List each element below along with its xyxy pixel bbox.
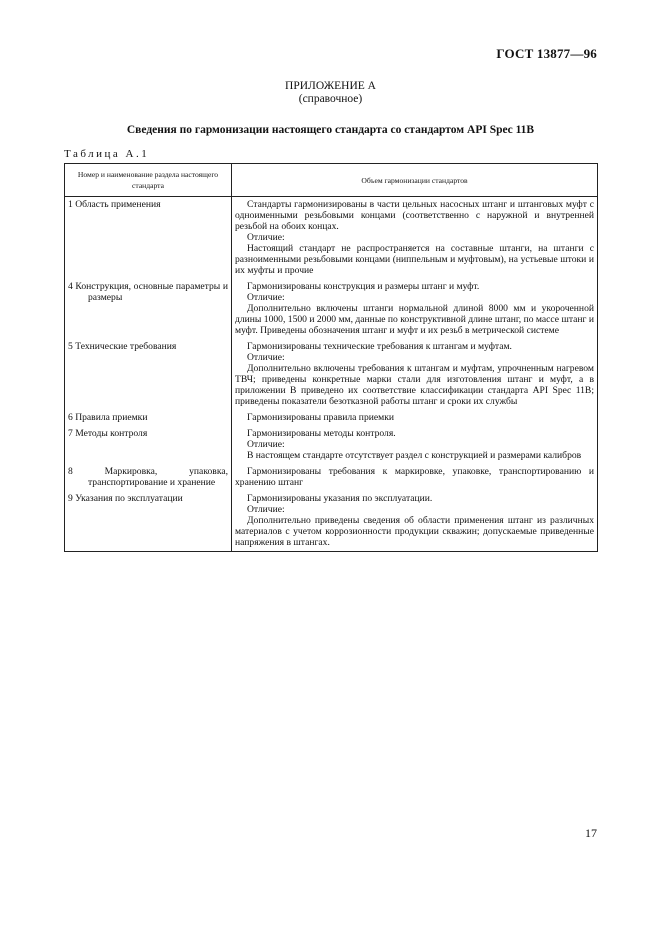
table-header-row <box>65 164 598 197</box>
section-cell <box>65 410 232 426</box>
difference-label: Отличие: <box>247 504 285 515</box>
difference-label: Отличие: <box>247 352 285 363</box>
scope-cell <box>232 197 598 280</box>
section-cell <box>65 426 232 464</box>
difference-label: Отличие: <box>247 232 285 243</box>
section-name: 7 Методы контроля <box>68 428 148 439</box>
scope-paragraph: Гармонизированы правила приемки <box>247 412 394 423</box>
scope-cell <box>232 491 598 552</box>
section-name: 9 Указания по эксплуатации <box>68 493 183 504</box>
scope-paragraph: Гармонизированы указания по эксплуатации. <box>247 493 433 504</box>
section-name: 8 Маркировка, упаковка, транспортирование и хранение <box>68 466 228 488</box>
column-header-section: Номер и наименование раздела настоящего стандарта <box>65 164 232 197</box>
harmonization-title: Сведения по гармонизации настоящего стандарта со стандартом API Spec 11B <box>126 124 535 136</box>
scope-cell <box>232 410 598 426</box>
table-row <box>65 410 598 426</box>
scope-paragraph: В настоящем стандарте отсутствует раздел с конструкцией и размерами калибров <box>247 450 582 461</box>
scope-paragraph: Гармонизированы конструкция и размеры штанг и муфт. <box>247 281 480 292</box>
appendix-note: (справочное) <box>298 93 363 105</box>
scope-paragraph: Гармонизированы методы контроля. <box>247 428 396 439</box>
scope-paragraph: Гармонизированы требования к маркировке, упаковке, транспортированию и хранению штанг <box>235 466 594 488</box>
table-row <box>65 426 598 464</box>
table-label: Таблица А.1 <box>64 148 150 160</box>
page-number: 17 <box>585 826 597 840</box>
appendix-heading <box>0 80 661 106</box>
section-name: 5 Технические требования <box>68 341 177 352</box>
section-cell <box>65 491 232 552</box>
document-code: ГОСТ 13877—96 <box>496 46 597 61</box>
difference-label: Отличие: <box>247 439 285 450</box>
section-cell <box>65 464 232 491</box>
section-cell <box>65 339 232 410</box>
scope-paragraph: Дополнительно включены требования к штангам и муфтам, упрочненным нагревом ТВЧ; приведены конкретные марки стали для изготовления штанг и муфт, а в приложении В приведено их соответствие классификации стандарта API Spec 11B; приведены показатели безотказной работы штанг и сроки их службы <box>235 363 594 407</box>
scope-cell <box>232 339 598 410</box>
scope-paragraph: Настоящий стандарт не распространяется на составные штанги, на штанги с разноименными резьбовыми концами (ниппельным и муфтовым), на устьевые штоки и их муфты и прочие <box>235 243 594 276</box>
table-row <box>65 339 598 410</box>
scope-paragraph: Стандарты гармонизированы в части цельных насосных штанг и штанговых муфт с одноименными резьбовыми концами (соответственно с наружной и внутренней резьбой на обоих концах. <box>235 199 594 232</box>
scope-cell <box>232 464 598 491</box>
table-row <box>65 279 598 339</box>
appendix-title: ПРИЛОЖЕНИЕ А <box>285 80 376 92</box>
section-name: 1 Область применения <box>68 199 161 210</box>
section-cell <box>65 197 232 280</box>
section-name: 6 Правила приемки <box>68 412 148 423</box>
scope-paragraph: Дополнительно приведены сведения об области применения штанг из различных материалов с учетом коррозионности продукции скважин; допускаемые приведенные напряжения в штангах. <box>235 515 594 548</box>
section-cell <box>65 279 232 339</box>
scope-cell <box>232 279 598 339</box>
table-row <box>65 464 598 491</box>
scope-paragraph: Гармонизированы технические требования к штангам и муфтам. <box>247 341 512 352</box>
section-name: 4 Конструкция, основные параметры и размеры <box>68 281 228 303</box>
table-row <box>65 197 598 280</box>
difference-label: Отличие: <box>247 292 285 303</box>
column-header-scope: Объем гармонизации стандартов <box>232 164 598 197</box>
harmonization-table <box>64 163 598 552</box>
table-row <box>65 491 598 552</box>
scope-cell <box>232 426 598 464</box>
scope-paragraph: Дополнительно включены штанги нормальной длиной 8000 мм и укороченной длины 1000, 1500 и 2000 мм, данные по конструктивной длине штанг, по массе штанг и муфт. Приведены обозначения штанг и муфт и их резьб в метрической системе <box>235 303 595 336</box>
